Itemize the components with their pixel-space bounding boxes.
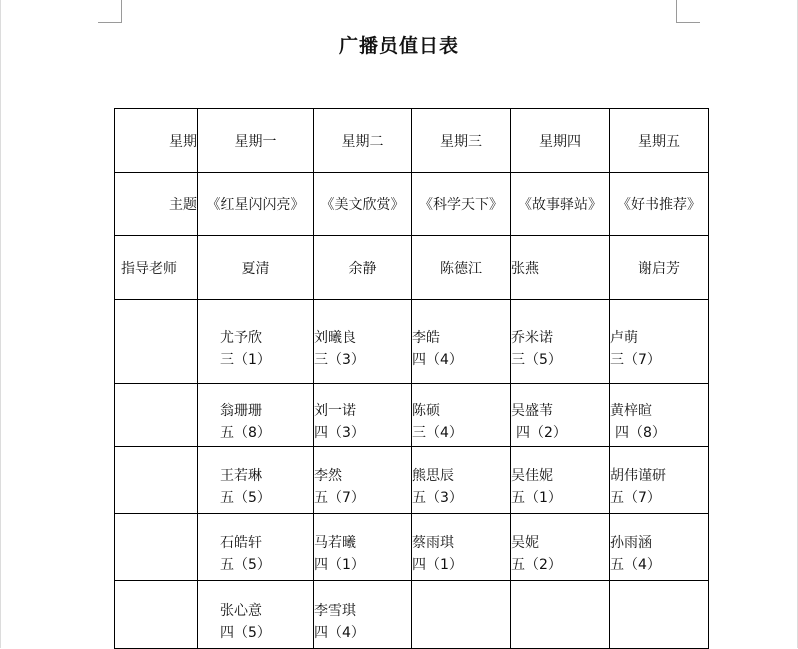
table-row-theme: [115, 173, 709, 236]
teacher-cell: 余静: [314, 236, 412, 300]
student-name: 王若琳: [220, 468, 262, 484]
crop-mark-top-right-vertical: [676, 0, 677, 22]
student-name: 尤予欣: [220, 329, 262, 346]
student-cell: [314, 300, 412, 384]
student-cell: [412, 447, 511, 514]
student-name: 马若曦: [314, 535, 356, 551]
empty-student-cell: [511, 581, 610, 649]
page-edge-left: [0, 0, 1, 648]
student-cell: [511, 300, 610, 384]
student-cell: [198, 384, 314, 447]
crop-mark-top-left-horizontal: [98, 22, 122, 23]
document-title: 广播员值日表: [338, 35, 459, 57]
student-cell: [412, 514, 511, 581]
student-cell: [412, 384, 511, 447]
student-class: 五（7）: [610, 490, 661, 506]
teacher-cell: 谢启芳: [610, 236, 709, 300]
student-name: 乔米诺: [511, 329, 553, 346]
student-class: 四（8）: [615, 425, 666, 441]
student-class: 三（3）: [314, 351, 365, 368]
duty-roster-table: [114, 108, 709, 649]
student-class: 五（4）: [610, 557, 661, 573]
theme-cell: 《故事驿站》: [511, 173, 610, 236]
student-class: 四（1）: [314, 557, 365, 573]
student-name: 石皓轩: [220, 535, 262, 551]
student-cell: [314, 581, 412, 649]
empty-student-cell: [412, 581, 511, 649]
theme-cell: 《好书推荐》: [610, 173, 709, 236]
student-cell: [610, 300, 709, 384]
student-class: 三（4）: [412, 425, 463, 441]
teacher-cell: 陈德江: [412, 236, 511, 300]
student-cell: [610, 384, 709, 447]
student-name: 吴盛苇: [511, 403, 553, 419]
weekday-cell: 星期二: [314, 109, 412, 173]
student-name: 孙雨涵: [610, 535, 652, 551]
teacher-cell: 夏清: [198, 236, 314, 300]
student-class: 三（7）: [610, 351, 661, 368]
empty-label-cell: [115, 447, 198, 514]
student-class: 四（3）: [314, 425, 365, 441]
student-name: 刘一诺: [314, 403, 356, 419]
student-name: 翁珊珊: [220, 403, 262, 419]
student-class: 五（3）: [412, 490, 463, 506]
empty-label-cell: [115, 300, 198, 384]
theme-cell: 《科学天下》: [412, 173, 511, 236]
weekday-cell: 星期三: [412, 109, 511, 173]
student-name: 吴佳妮: [511, 468, 553, 484]
student-class: 五（1）: [511, 490, 562, 506]
empty-label-cell: [115, 514, 198, 581]
student-class: 四（4）: [412, 351, 463, 368]
student-name: 黄梓暄: [610, 403, 652, 419]
table-row-weekday: [115, 109, 709, 173]
student-name: 李然: [314, 468, 342, 484]
student-class: 四（1）: [412, 557, 463, 573]
student-cell: [314, 447, 412, 514]
student-class: 五（5）: [220, 557, 271, 573]
weekday-cell: 星期一: [198, 109, 314, 173]
student-class: 五（2）: [511, 557, 562, 573]
teacher-cell: 张燕: [511, 236, 610, 300]
empty-label-cell: [115, 384, 198, 447]
student-name: 胡伟谨研: [610, 468, 666, 484]
student-name: 陈硕: [412, 403, 440, 419]
student-name: 蔡雨琪: [412, 535, 454, 551]
student-class: 四（4）: [314, 624, 365, 641]
student-class: 三（1）: [220, 351, 271, 368]
student-cell: [511, 514, 610, 581]
student-name: 熊思辰: [412, 468, 454, 484]
student-cell: [198, 514, 314, 581]
student-name: 李皓: [412, 329, 440, 346]
row-label-teacher: 指导老师: [115, 236, 198, 300]
student-cell: [314, 384, 412, 447]
student-name: 吴妮: [511, 535, 539, 551]
crop-mark-top-left-vertical: [121, 0, 122, 22]
student-cell: [511, 384, 610, 447]
weekday-cell: 星期五: [610, 109, 709, 173]
student-cell: [314, 514, 412, 581]
table-row-roster: [115, 581, 709, 649]
student-cell: [511, 447, 610, 514]
table-row-roster: [115, 384, 709, 447]
student-cell: [412, 300, 511, 384]
empty-label-cell: [115, 581, 198, 649]
crop-mark-top-right-horizontal: [676, 22, 700, 23]
table-row-roster: [115, 300, 709, 384]
student-class: 三（5）: [511, 351, 562, 368]
student-name: 李雪琪: [314, 602, 356, 619]
student-class: 五（8）: [220, 425, 271, 441]
empty-student-cell: [610, 581, 709, 649]
student-class: 四（2）: [516, 425, 567, 441]
student-cell: [198, 581, 314, 649]
row-label-weekday: 星期: [115, 109, 198, 173]
table-row-teacher: [115, 236, 709, 300]
student-class: 五（5）: [220, 490, 271, 506]
row-label-theme: 主题: [115, 173, 198, 236]
student-cell: [198, 300, 314, 384]
student-cell: [610, 514, 709, 581]
table-row-roster: [115, 514, 709, 581]
student-name: 张心意: [220, 602, 262, 619]
weekday-cell: 星期四: [511, 109, 610, 173]
theme-cell: 《红星闪闪亮》: [198, 173, 314, 236]
student-name: 刘曦良: [314, 329, 356, 346]
student-class: 五（7）: [314, 490, 365, 506]
student-cell: [198, 447, 314, 514]
theme-cell: 《美文欣赏》: [314, 173, 412, 236]
student-name: 卢萌: [610, 329, 638, 346]
table-row-roster: [115, 447, 709, 514]
student-class: 四（5）: [220, 624, 271, 641]
student-cell: [610, 447, 709, 514]
